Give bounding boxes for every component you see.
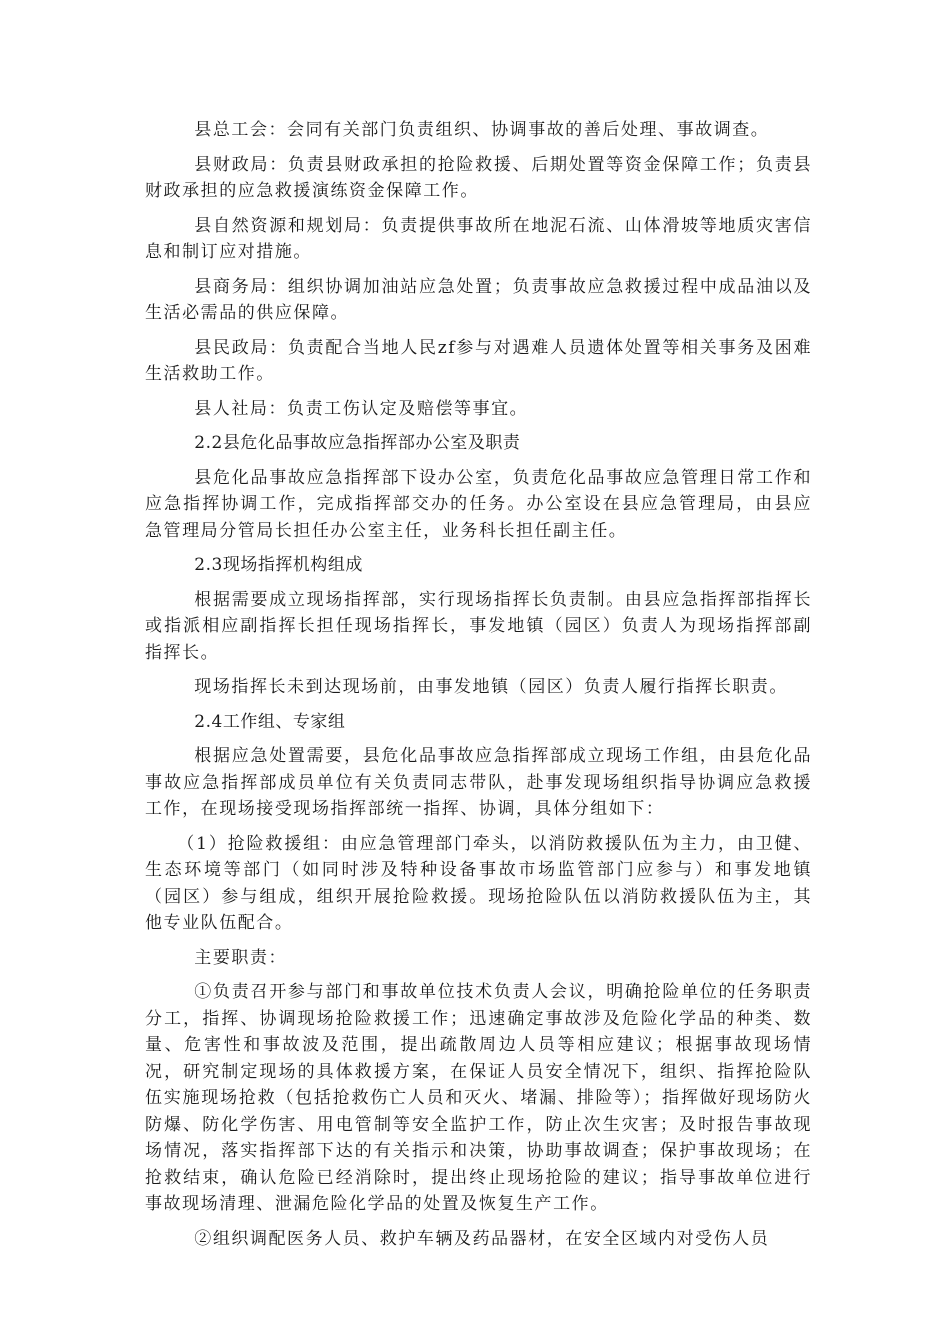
paragraph-civil-affairs-bureau: 县民政局：负责配合当地人民zf参与对遇难人员遗体处置等相关事务及困难生活救助工作。 — [145, 337, 812, 384]
section-heading-2-2: 2.2县危化品事故应急指挥部办公室及职责 — [194, 433, 521, 453]
paragraph-duty-1: ①负责召开参与部门和事故单位技术负责人会议，明确抢险单位的任务职责分工，指挥、协调现场抢险救援工作；迅速确定事故涉及危险化学品的种类、数量、危害性和事故波及范围，提出疏散周边人员等相应建议；根据事故现场情况，研究制定现场的具体救援方案，在保证人员安全情况下，组织、指挥抢险队伍实施现场抢救（包括抢救伤亡人员和灭火、堵漏、排险等）；指挥做好现场防火防爆、防化学伤害、用电管制等安全监护工作，防止次生灾害；及时报告事故现场情况，落实指挥部下达的有关指示和决策，协助事故调查；保护事故现场；在抢救结束，确认危险已经消除时，提出终止现场抢险的建议；指导事故单位进行事故现场清理、泄漏危险化学品的处置及恢复生产工作。 — [145, 982, 812, 1214]
section-heading-2-3: 2.3现场指挥机构组成 — [194, 555, 363, 575]
paragraph-rescue-group: （1）抢险救援组：由应急管理部门牵头，以消防救援队伍为主力，由卫健、生态环境等部门（如同时涉及特种设备事故市场监管部门应参与）和事发地镇（园区）参与组成，组织开展抢险救援。现场抢险队伍以消防救援队伍为主，其他专业队伍配合。 — [145, 833, 812, 933]
paragraph-commerce-bureau: 县商务局：组织协调加油站应急处置；负责事故应急救援过程中成品油以及生活必需品的供应保障。 — [145, 276, 812, 323]
paragraph-county-finance-bureau: 县财政局：负责县财政承担的抢险救援、后期处置等资金保障工作；负责县财政承担的应急救援演练资金保障工作。 — [145, 154, 812, 201]
paragraph-working-groups: 根据应急处置需要，县危化品事故应急指挥部成立现场工作组，由县危化品事故应急指挥部成员单位有关负责同志带队，赴事发现场组织指导协调应急救援工作，在现场接受现场指挥部统一指挥、协调，具体分组如下： — [145, 746, 812, 819]
section-heading-2-4: 2.4工作组、专家组 — [194, 711, 346, 732]
paragraph-onsite-command: 根据需要成立现场指挥部，实行现场指挥长负责制。由县应急指挥部指挥长或指派相应副指挥长担任现场指挥长，事发地镇（园区）负责人为现场指挥部副指挥长。 — [145, 589, 812, 663]
paragraph-main-duties-label: 主要职责： — [194, 947, 288, 968]
paragraph-natural-resources-bureau: 县自然资源和规划局：负责提供事故所在地泥石流、山体滑坡等地质灾害信息和制订应对措施。 — [145, 215, 812, 262]
paragraph-command-office: 县危化品事故应急指挥部下设办公室，负责危化品事故应急管理日常工作和应急指挥协调工作，完成指挥部交办的任务。办公室设在县应急管理局，由县应急管理局分管局长担任办公室主任，业务科长担任副主任。 — [145, 467, 812, 541]
paragraph-onsite-commander-absent: 现场指挥长未到达现场前，由事发地镇（园区）负责人履行指挥长职责。 — [194, 677, 788, 697]
paragraph-county-trade-union: 县总工会：会同有关部门负责组织、协调事故的善后处理、事故调查。 — [194, 120, 770, 140]
paragraph-human-resources-bureau: 县人社局：负责工伤认定及赔偿等事宜。 — [194, 398, 529, 419]
paragraph-duty-2: ②组织调配医务人员、救护车辆及药品器材，在安全区域内对受伤人员 — [194, 1228, 770, 1249]
